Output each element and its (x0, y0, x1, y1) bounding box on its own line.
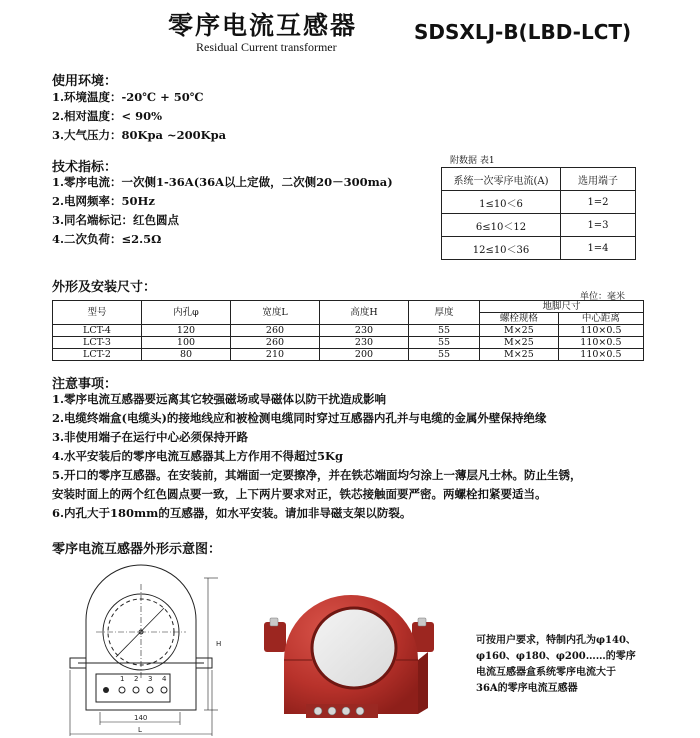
note-line: 电流互感器盒系统零序电流大于 (476, 667, 616, 678)
dims-header: 高度H (320, 301, 409, 325)
terminal-4 (161, 687, 167, 693)
note-line: 安装时面上的两个红色圆点要一致，上下两片要求对正，铁芯接触面要严密。两螺栓扣紧要适当。 (52, 487, 547, 501)
dim-label-h: H (216, 640, 222, 648)
dims-cell: M×25 (480, 349, 559, 361)
dims-cell: 55 (409, 325, 480, 337)
terminal-2 (133, 687, 139, 693)
diagram-heading: 零序电流互感器外形示意图： (52, 542, 222, 557)
dims-cell: 110×0.5 (558, 337, 643, 349)
dims-cell: 120 (142, 325, 231, 337)
dims-subheader: 螺栓规格 (480, 313, 559, 325)
notes-list (52, 390, 582, 523)
table1-cell: 6≤10＜12 (442, 214, 561, 237)
model-number: SDSXLJ-B(LBD-LCT) (414, 20, 632, 44)
table-row (53, 325, 644, 337)
dimensions-table (52, 300, 644, 361)
env-line: 2.相对温度：< 90% (52, 109, 163, 123)
custom-order-note (476, 633, 636, 697)
dims-heading: 外形及安装尺寸： (52, 280, 157, 295)
env-list (52, 88, 226, 145)
dims-cell: 110×0.5 (558, 325, 643, 337)
table1-cell: 1=2 (561, 191, 636, 214)
table-row (442, 237, 636, 260)
dims-cell: M×25 (480, 337, 559, 349)
note-line: 4.水平安装后的零序电流互感器其上方作用不得超过5Kg (52, 449, 344, 463)
dims-cell: 100 (142, 337, 231, 349)
terminal-3 (147, 687, 153, 693)
table1-cell: 1=4 (561, 237, 636, 260)
dims-cell: 230 (320, 325, 409, 337)
table-row (442, 214, 636, 237)
dims-unit: 单位：毫米 (580, 292, 626, 302)
dims-header: 地脚尺寸 (480, 301, 644, 313)
dims-header: 宽度L (231, 301, 320, 325)
dims-cell: LCT-4 (53, 325, 142, 337)
tech-list (52, 173, 393, 249)
note-line: 3.非使用端子在运行中心必须保持开路 (52, 430, 249, 444)
note-line: 5.开口的零序互感器。在安装前，其端面一定要擦净，并在铁芯端面均匀涂上一薄层凡士林。防止生锈， (52, 468, 582, 482)
env-heading: 使用环境： (52, 74, 118, 89)
terminal-label: 2 (134, 675, 139, 683)
terminal-1 (119, 687, 125, 693)
dims-header: 型号 (53, 301, 142, 325)
note-line: φ160、φ180、φ200……的零序 (476, 651, 636, 662)
outline-drawing (56, 560, 236, 738)
photo-terminal (356, 707, 364, 715)
table-row (442, 191, 636, 214)
tech-line: 2.电网频率：50Hz (52, 194, 155, 208)
note-line: 2.电缆终端盒(电缆头)的接地线应和被检测电缆同时穿过互感器内孔并与电缆的金属外壁保持绝缘 (52, 411, 547, 425)
photo-terminal (342, 707, 350, 715)
note-line: 可按用户要求，特制内孔为φ140、 (476, 635, 636, 646)
dims-cell: 230 (320, 337, 409, 349)
photo-terminal (328, 707, 336, 715)
dims-cell: LCT-2 (53, 349, 142, 361)
terminal-label: 4 (162, 675, 167, 683)
dim-label-l: L (138, 726, 142, 734)
env-line: 1.环境温度：-20℃ + 50℃ (52, 90, 204, 104)
red-dot-marker (103, 687, 109, 693)
table1-header: 系统一次零序电流(A) (442, 168, 561, 191)
page-subtitle: Residual Current transformer (196, 40, 337, 54)
dims-cell: 200 (320, 349, 409, 361)
tech-line: 3.同名端标记：红色圆点 (52, 213, 180, 227)
table-row (53, 349, 644, 361)
terminal-label: 3 (148, 675, 153, 683)
tech-line: 4.二次负荷：≤2.5Ω (52, 232, 162, 246)
terminal-table (441, 167, 636, 260)
dims-cell: 80 (142, 349, 231, 361)
dims-cell: 210 (231, 349, 320, 361)
tech-heading: 技术指标： (52, 160, 118, 175)
dims-subheader: 中心距离 (558, 313, 643, 325)
dims-cell: LCT-3 (53, 337, 142, 349)
dims-cell: M×25 (480, 325, 559, 337)
table-row (53, 337, 644, 349)
tech-line: 1.零序电流：一次侧1-36A(36A以上定做，二次侧20－300ma) (52, 175, 393, 189)
photo-terminal (314, 707, 322, 715)
product-photo (262, 582, 440, 732)
dim-label-140: 140 (134, 714, 148, 722)
table1-cell: 1≤10＜6 (442, 191, 561, 214)
note-line: 1.零序电流互感器要远离其它较强磁场或导磁体以防干扰造成影响 (52, 392, 387, 406)
page-title: 零序电流互感器 (168, 11, 358, 40)
terminal-label: 1 (120, 675, 125, 683)
table1-cell: 12≤10＜36 (442, 237, 561, 260)
table1-caption: 附数据 表1 (450, 156, 495, 166)
dims-cell: 260 (231, 325, 320, 337)
note-line: 6.内孔大于180mm的互感器，如水平安装。请加非导磁支架以防裂。 (52, 506, 412, 520)
dims-cell: 260 (231, 337, 320, 349)
table1-header: 选用端子 (561, 168, 636, 191)
dims-cell: 110×0.5 (558, 349, 643, 361)
note-line: 36A的零序电流互感器 (476, 683, 578, 694)
notes-heading: 注意事项： (52, 377, 118, 392)
dims-header: 厚度 (409, 301, 480, 325)
dims-cell: 55 (409, 349, 480, 361)
dims-header: 内孔φ (142, 301, 231, 325)
table1-cell: 1=3 (561, 214, 636, 237)
dims-cell: 55 (409, 337, 480, 349)
env-line: 3.大气压力：80Kpa ~200Kpa (52, 128, 227, 142)
